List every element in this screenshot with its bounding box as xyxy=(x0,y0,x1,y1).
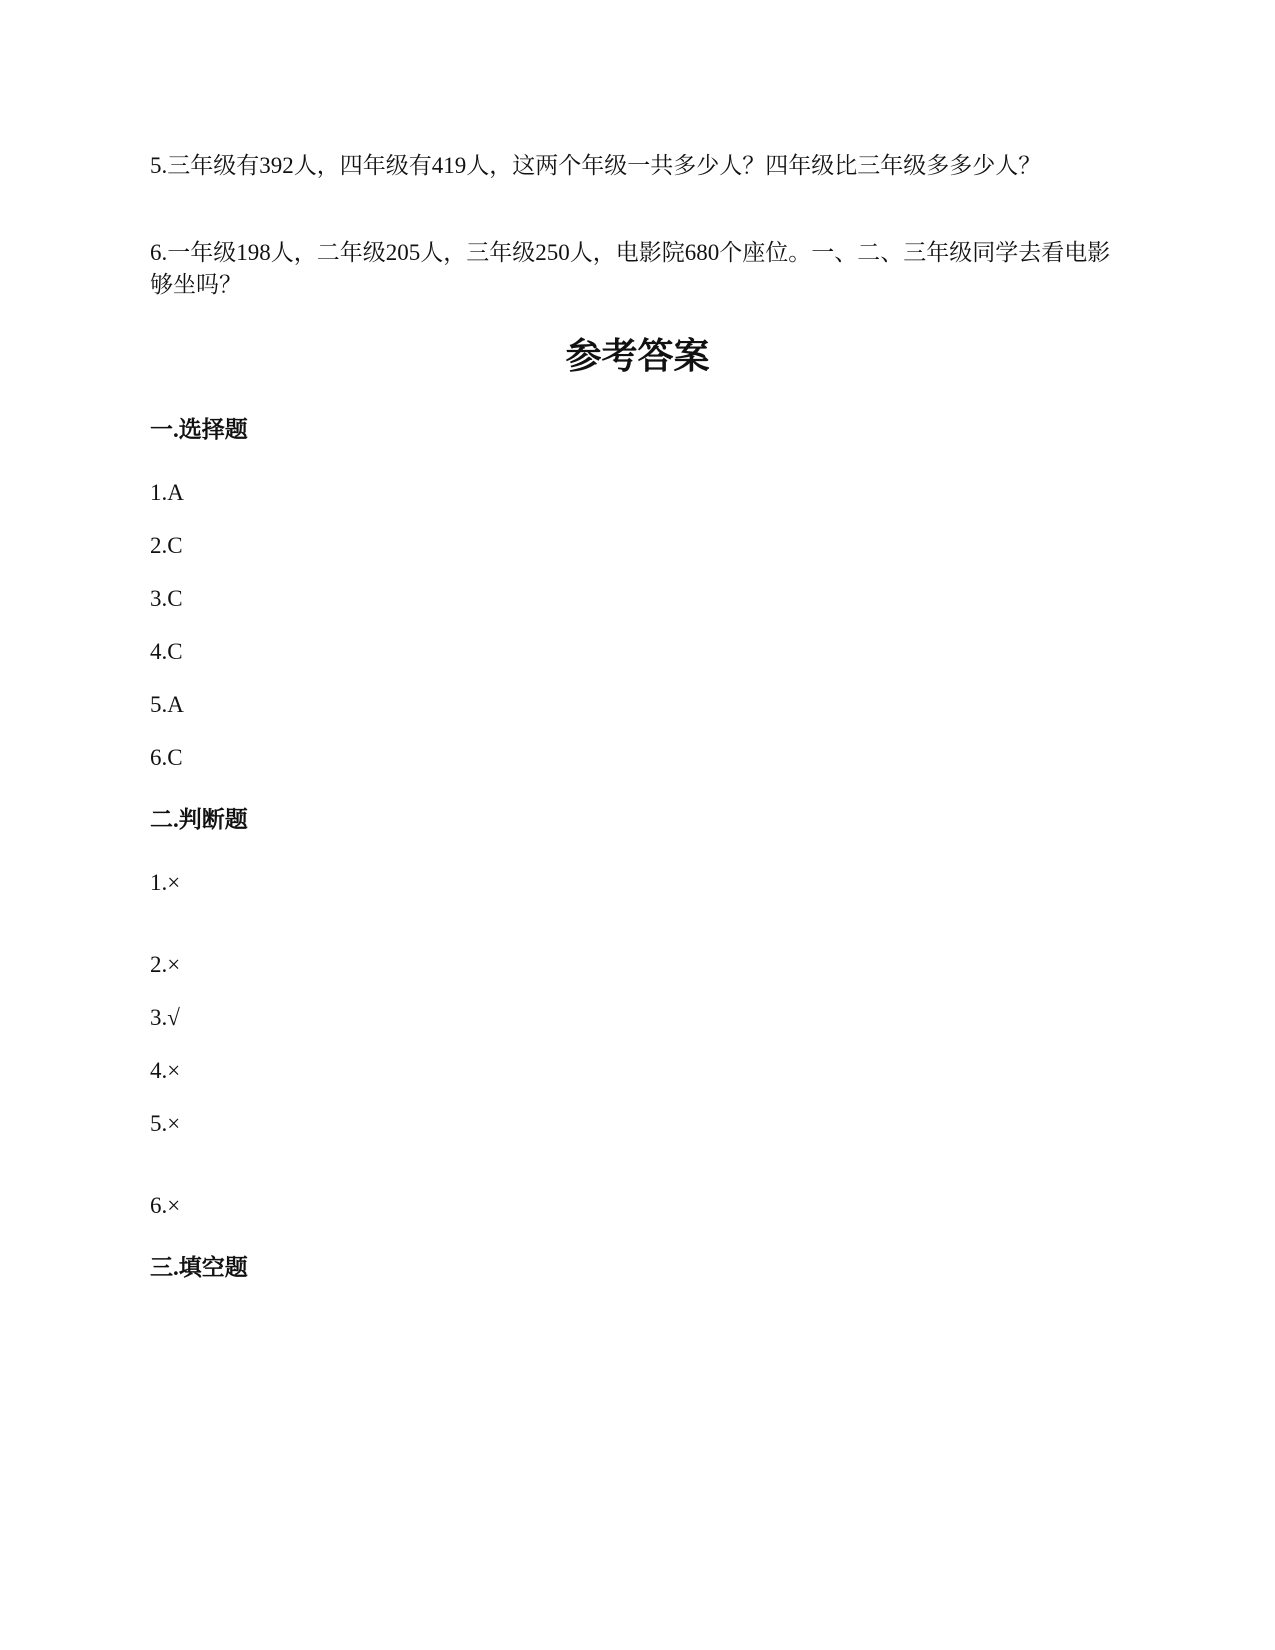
answer-item: 5.A xyxy=(150,692,184,717)
question-5: 5.三年级有392人，四年级有419人，这两个年级一共多少人？四年级比三年级多多少人？ xyxy=(150,153,1042,178)
section-heading-choice: 一.选择题 xyxy=(150,417,248,442)
answer-item: 6.× xyxy=(150,1193,181,1218)
answer-item: 3.√ xyxy=(150,1005,180,1030)
answer-title: 参考答案 xyxy=(565,336,710,376)
question-6: 6.一年级198人，二年级205人，三年级250人，电影院680个座位。一、二、三年级同学去看电影够坐吗？ xyxy=(150,240,1111,297)
answer-item: 4.× xyxy=(150,1058,181,1083)
section-heading-fill-in: 三.填空题 xyxy=(150,1255,248,1280)
answer-item: 3.C xyxy=(150,586,183,611)
answer-item: 2.× xyxy=(150,952,181,977)
answer-item: 5.× xyxy=(150,1111,181,1136)
section-heading-judgement: 二.判断题 xyxy=(150,807,248,832)
answer-item: 4.C xyxy=(150,639,183,664)
answer-item: 2.C xyxy=(150,533,183,558)
answer-item: 6.C xyxy=(150,745,183,770)
answer-item: 1.A xyxy=(150,480,184,505)
answer-item: 1.× xyxy=(150,870,181,895)
